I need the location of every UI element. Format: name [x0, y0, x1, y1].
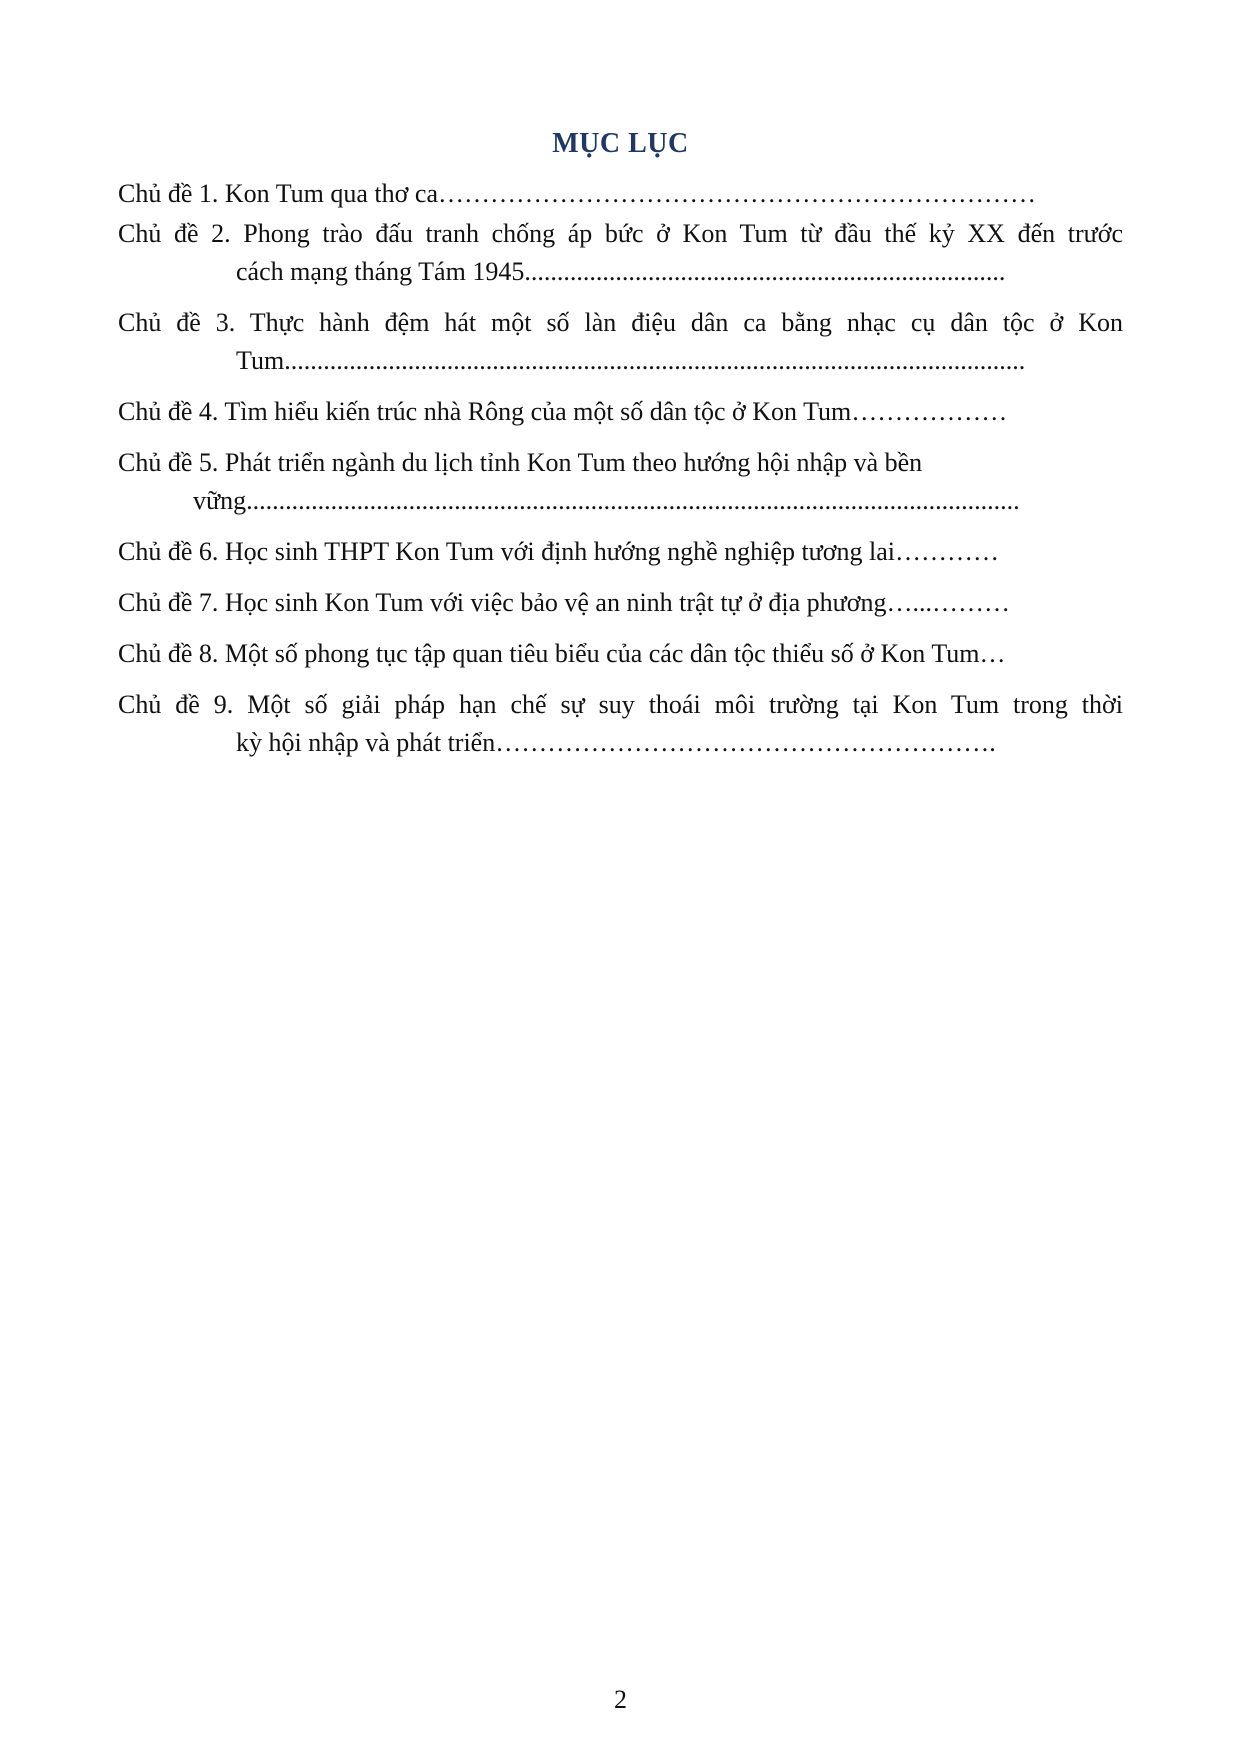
toc-entry-label: Chủ đề 4. — [118, 397, 219, 426]
toc-entry-label: Chủ đề 5. — [118, 448, 219, 477]
toc-entry-5[interactable] — [118, 444, 1123, 520]
page-number: 2 — [614, 1685, 627, 1714]
toc-entry-9[interactable] — [118, 686, 1123, 762]
toc-entry-text: Phát triển ngành du lịch tỉnh Kon Tum theo hướng hội nhập và bền — [224, 448, 923, 477]
toc-entry-text: Thực hành đệm hát một số làn điệu dân ca bằng nhạc cụ dân tộc ở Kon — [249, 308, 1123, 337]
toc-entry-label: Chủ đề 7. — [118, 588, 219, 617]
toc-entry-7[interactable] — [118, 584, 1123, 622]
toc-entry-label: Chủ đề 3. — [118, 308, 236, 337]
toc-entry-label: Chủ đề 2. — [118, 219, 231, 248]
toc-entry-label: Chủ đề 8. — [118, 639, 219, 668]
toc-entry-text: Phong trào đấu tranh chống áp bức ở Kon Tum từ đầu thế kỷ XX đến trước — [243, 219, 1124, 248]
toc-entry-label: Chủ đề 9. — [118, 690, 234, 719]
toc-entry-4[interactable] — [118, 393, 1123, 431]
toc-entry-text-continued: vững....................................................................................................................... — [193, 486, 1020, 515]
toc-entry-8[interactable] — [118, 635, 1123, 673]
toc-entry-text-continued: kỳ hội nhập và phát triển…………………………………………………. — [236, 728, 996, 757]
toc-entry-6[interactable] — [118, 533, 1123, 571]
toc-entry-text: Học sinh THPT Kon Tum với định hướng nghề nghiệp tương lai………… — [224, 537, 999, 566]
toc-entry-1[interactable] — [118, 175, 1123, 213]
toc-entry-text: Một số giải pháp hạn chế sự suy thoái môi trường tại Kon Tum trong thời — [247, 690, 1124, 719]
toc-entry-text-continued: cách mạng tháng Tám 1945.......................................................................... — [236, 257, 1006, 286]
toc-entry-3[interactable] — [118, 304, 1123, 380]
toc-entry-2[interactable] — [118, 215, 1123, 291]
toc-entry-label: Chủ đề 6. — [118, 537, 219, 566]
table-of-contents — [118, 175, 1123, 762]
toc-entry-text: Một số phong tục tập quan tiêu biểu của các dân tộc thiểu số ở Kon Tum… — [224, 639, 1006, 668]
toc-entry-text: Học sinh Kon Tum với việc bảo vệ an ninh trật tự ở địa phương…...……… — [224, 588, 1010, 617]
toc-entry-text: Tìm hiểu kiến trúc nhà Rông của một số dân tộc ở Kon Tum……………… — [224, 397, 1008, 426]
toc-entry-text-continued: Tum.................................................................................................................. — [236, 346, 1026, 375]
toc-entry-text: Kon Tum qua thơ ca…………………………………………………………… — [224, 179, 1036, 208]
toc-title: MỤC LỤC — [552, 128, 689, 159]
toc-entry-label: Chủ đề 1. — [118, 179, 219, 208]
